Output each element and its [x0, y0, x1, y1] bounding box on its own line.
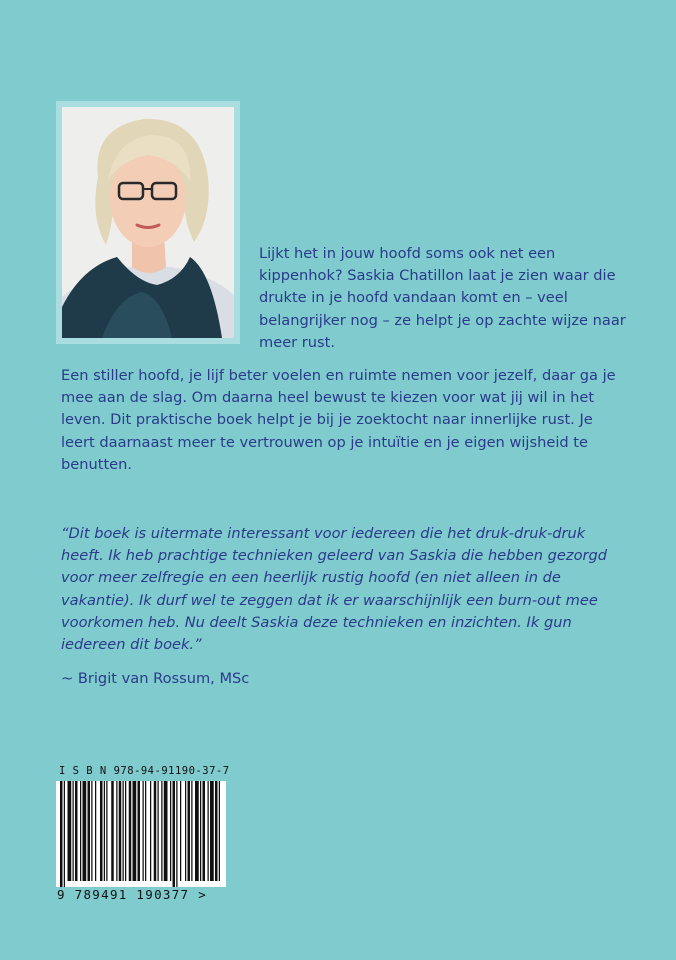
isbn-barcode: [56, 765, 231, 910]
barcode-bars: [56, 781, 226, 887]
testimonial-attribution: ~ Brigit van Rossum, MSc: [61, 670, 250, 687]
barcode-digits: 9 789491 190377 >: [57, 887, 208, 902]
isbn-label: I S B N 978-94-91190-37-7: [59, 765, 230, 777]
description-text: Een stiller hoofd, je lijf beter voelen en ruimte nemen voor jezelf, daar ga je mee aan de slag. Om daarna heel bewust te kiezen voor wat jij wil in het leven. Dit praktische boek helpt je bij je zoektocht naar innerlijke rust. Je leert daarnaast meer te vertrouwen op je intuïtie en je eigen wijsheid te benutten.: [61, 367, 616, 473]
author-photo: [62, 107, 234, 338]
blurb-text: Lijkt het in jouw hoofd soms ook net een kippenhok? Saskia Chatillon laat je zien waar die drukte in je hoofd vandaan komt en – veel belangrijker nog – ze helpt je op zachte wijze naar meer rust.: [259, 245, 626, 351]
author-portrait-image: [62, 107, 234, 338]
testimonial-quote: “Dit boek is uitermate interessant voor iedereen die het druk-druk-druk heeft. Ik heb prachtige technieken geleerd van Saskia die hebben gezorgd voor meer zelfregie en een heerlijk rustig hoofd (en niet alleen in de vakantie). Ik durf wel te zeggen dat ik er waarschijnlijk een burn-out mee voorkomen heb. Nu deelt Saskia deze technieken en inzichten. Ik gun iedereen dit boek.”: [61, 525, 608, 654]
author-photo-frame: [56, 101, 240, 344]
